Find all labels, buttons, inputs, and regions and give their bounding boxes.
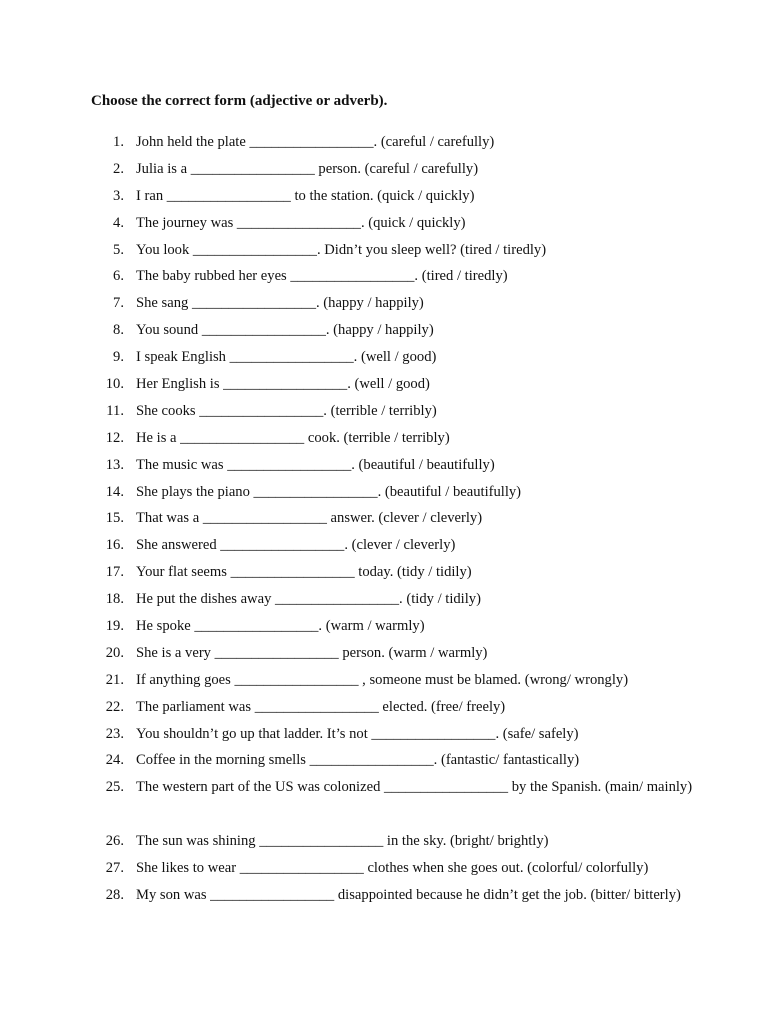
exercise-item xyxy=(0,774,768,828)
exercise-item xyxy=(0,559,768,586)
exercise-item xyxy=(0,263,768,290)
exercise-number: 16. xyxy=(105,537,124,554)
exercise-sentence: Coffee in the morning smells _________________. (fantastic/ fantastically) xyxy=(136,752,580,769)
exercise-number: 3. xyxy=(113,187,124,204)
exercise-number: 8. xyxy=(113,322,124,339)
exercise-sentence: I speak English _________________. (well / good) xyxy=(136,349,437,366)
exercise-sentence: The western part of the US was colonized _________________ by the Spanish. (main/ mainly) xyxy=(136,779,693,796)
exercise-number: 10. xyxy=(105,376,124,393)
exercise-number: 21. xyxy=(105,671,124,688)
exercise-sentence: Julia is a _________________ person. (careful / carefully) xyxy=(136,160,479,177)
exercise-item xyxy=(0,371,768,398)
exercise-item xyxy=(0,747,768,774)
exercise-number: 1. xyxy=(113,134,124,150)
exercise-number: 23. xyxy=(105,725,124,742)
exercise-sentence: You look _________________. Didn’t you sleep well? (tired / tiredly) xyxy=(136,241,547,258)
exercise-sentence: He put the dishes away _________________. (tidy / tidily) xyxy=(136,591,481,608)
exercise-number: 22. xyxy=(105,698,124,715)
exercise-sentence: If anything goes _________________ , someone must be blamed. (wrong/ wrongly) xyxy=(136,671,629,688)
exercise-sentence: He spoke _________________. (warm / warmly) xyxy=(136,618,425,635)
exercise-sentence: The baby rubbed her eyes _________________. (tired / tiredly) xyxy=(136,268,508,285)
exercise-item xyxy=(0,505,768,532)
exercise-sentence: The sun was shining _________________ in the sky. (bright/ brightly) xyxy=(136,833,549,850)
exercise-sentence: She is a very _________________ person. (warm / warmly) xyxy=(136,644,488,661)
exercise-sentence: The journey was _________________. (quick / quickly) xyxy=(136,214,466,231)
exercise-number: 13. xyxy=(105,456,124,473)
exercise-item xyxy=(0,532,768,559)
exercise-item xyxy=(0,694,768,721)
exercise-item xyxy=(0,210,768,237)
exercise-number: 25. xyxy=(105,779,124,796)
exercise-item xyxy=(0,290,768,317)
exercise-item xyxy=(0,317,768,344)
exercise-number: 4. xyxy=(113,214,124,231)
exercise-number: 11. xyxy=(106,402,124,419)
exercise-sentence: That was a _________________ answer. (clever / cleverly) xyxy=(136,510,483,527)
exercise-number: 27. xyxy=(105,860,124,877)
exercise-sentence: You sound _________________. (happy / happily) xyxy=(136,322,434,339)
exercise-sentence: She likes to wear _________________ clothes when she goes out. (colorful/ colorfully) xyxy=(136,860,649,877)
exercise-number: 18. xyxy=(105,591,124,608)
exercise-sentence: He is a _________________ cook. (terrible / terribly) xyxy=(136,429,450,446)
exercise-number: 15. xyxy=(105,510,124,527)
exercise-number: 20. xyxy=(105,644,124,661)
exercise-number: 17. xyxy=(105,564,124,581)
exercise-list xyxy=(0,129,768,936)
exercise-number: 28. xyxy=(105,886,124,903)
exercise-sentence: You shouldn’t go up that ladder. It’s not _________________. (safe/ safely) xyxy=(136,725,579,742)
worksheet-title: Choose the correct form (adjective or adverb). xyxy=(91,93,388,109)
exercise-item xyxy=(0,828,768,855)
exercise-sentence: She sang _________________. (happy / happily) xyxy=(136,295,424,312)
exercise-item xyxy=(0,183,768,210)
exercise-item xyxy=(0,586,768,613)
exercise-sentence: I ran _________________ to the station. (quick / quickly) xyxy=(136,187,475,204)
exercise-sentence: The parliament was _________________ elected. (free/ freely) xyxy=(136,698,506,715)
exercise-number: 7. xyxy=(113,295,124,312)
exercise-item xyxy=(0,425,768,452)
exercise-number: 12. xyxy=(105,429,124,446)
exercise-sentence: She answered _________________. (clever / cleverly) xyxy=(136,537,456,554)
exercise-number: 2. xyxy=(113,160,124,177)
exercise-item xyxy=(0,882,768,936)
exercise-sentence: John held the plate _________________. (careful / carefully) xyxy=(136,134,495,150)
exercise-sentence: The music was _________________. (beautiful / beautifully) xyxy=(136,456,495,473)
exercise-item xyxy=(0,344,768,371)
exercise-item xyxy=(0,613,768,640)
exercise-item xyxy=(0,667,768,694)
exercise-number: 26. xyxy=(105,833,124,850)
exercise-sentence: She plays the piano _________________. (beautiful / beautifully) xyxy=(136,483,522,500)
exercise-sentence: Your flat seems _________________ today. (tidy / tidily) xyxy=(136,564,472,581)
exercise-number: 14. xyxy=(105,483,124,500)
exercise-number: 6. xyxy=(113,268,124,285)
exercise-sentence: She cooks _________________. (terrible / terribly) xyxy=(136,402,437,419)
exercise-item xyxy=(0,721,768,748)
exercise-number: 5. xyxy=(113,241,124,258)
exercise-item xyxy=(0,640,768,667)
exercise-number: 19. xyxy=(105,618,124,635)
exercise-item xyxy=(0,129,768,156)
exercise-item xyxy=(0,237,768,264)
exercise-item xyxy=(0,855,768,882)
exercise-number: 9. xyxy=(113,349,124,366)
exercise-item xyxy=(0,479,768,506)
exercise-sentence: My son was _________________ disappointed because he didn’t get the job. (bitter/ bitterly) xyxy=(136,886,681,903)
exercise-item xyxy=(0,156,768,183)
exercise-sentence: Her English is _________________. (well / good) xyxy=(136,376,430,393)
exercise-item xyxy=(0,398,768,425)
exercise-item xyxy=(0,452,768,479)
exercise-number: 24. xyxy=(105,752,124,769)
